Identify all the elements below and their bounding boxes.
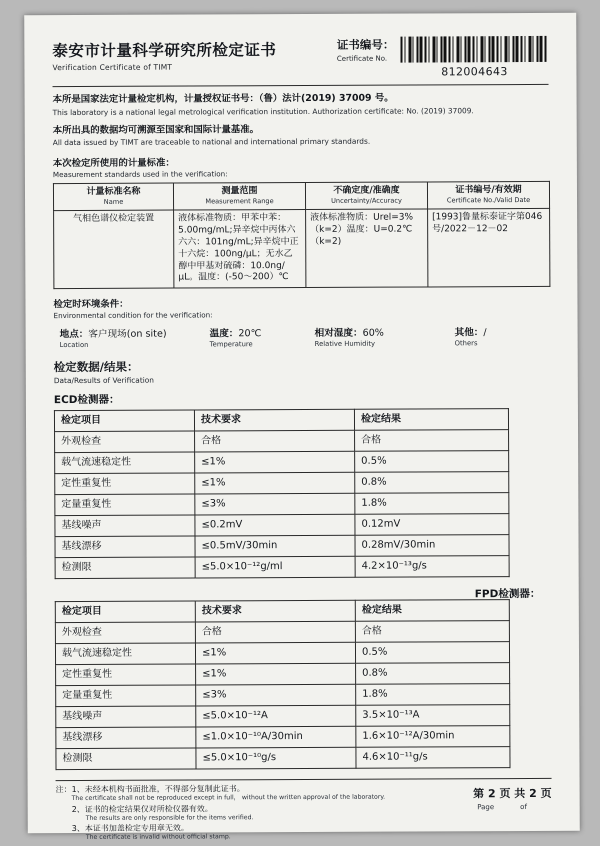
environment-heading-en: Environmental condition for the verification: (53, 310, 213, 321)
ecd-item-2: 定性重复性 (55, 473, 195, 495)
table-row (55, 621, 509, 644)
note-2-en: The results are only responsible for the items verified. (85, 813, 254, 822)
ecd-res-2: 0.8% (355, 472, 509, 494)
fpd-res-1: 0.5% (355, 642, 509, 664)
ecd-item-3: 定量重复性 (55, 494, 195, 516)
environment-humidity-text (315, 325, 455, 340)
notes-lead: 注： (55, 785, 72, 795)
table-row (55, 514, 509, 537)
results-heading-cn: 检定数据/结果： (53, 360, 139, 375)
ecd-col-result: 检定结果 (354, 409, 508, 431)
pagination (473, 783, 552, 811)
note-3-en: The certificate is invalid without official stamp. (85, 833, 231, 842)
environment-others-value: / (483, 327, 487, 339)
environment-temperature-value: 20℃ (238, 328, 262, 340)
environment-others-text (455, 324, 525, 338)
fpd-res-6: 4.6×10⁻¹¹g/s (356, 747, 510, 769)
ecd-res-4: 0.12mV (355, 514, 509, 536)
table-header-row (55, 600, 509, 623)
ecd-req-2: ≤1% (195, 473, 355, 495)
environment-location-label: 地点： (59, 329, 89, 341)
note-1-en: The certificate shall not be reproduced except in full， without the written approval of the laboratory. (71, 793, 386, 803)
ecd-req-5: ≤0.5mV/30min (195, 536, 355, 558)
environment-location-en: Location (59, 341, 89, 350)
ecd-res-0: 合格 (355, 430, 509, 452)
ecd-res-5: 0.28mV/30min (355, 535, 509, 557)
standards-col-range-en: Measurement Range (205, 197, 274, 206)
certificate-number-block (337, 35, 549, 79)
fpd-detector-label: FPD检测器： (474, 587, 541, 601)
table-row (55, 493, 509, 516)
table-row (55, 535, 509, 558)
certificate-header (52, 35, 548, 80)
statement-traceability-en: All data issued by TIMT are traceable to national and international primary standards. (52, 137, 371, 148)
barcode-icon (400, 36, 548, 63)
statement-accreditation (53, 92, 549, 118)
ecd-item-4: 基线噪声 (55, 515, 195, 537)
page-title-en: Verification Certificate of TIMT (52, 62, 173, 73)
standards-col-range-cn: 测量范围 (221, 186, 258, 197)
ecd-item-6: 检测限 (55, 557, 195, 579)
pagination-cn: 第 2 页 共 2 页 (473, 787, 552, 801)
ecd-col-item: 检定项目 (54, 410, 194, 432)
notes-list (56, 784, 386, 844)
table-row (56, 663, 510, 686)
fpd-res-4: 3.5×10⁻¹³A (356, 705, 510, 727)
fpd-col-result: 检定结果 (355, 600, 509, 622)
certificate-number-label-en: Certificate No. (336, 54, 388, 63)
fpd-req-6: ≤5.0×10⁻¹⁰g/s (196, 748, 356, 770)
fpd-item-5: 基线漂移 (56, 727, 196, 749)
environment-humidity-en: Relative Humidity (314, 339, 376, 349)
standards-col-uncertainty (305, 182, 427, 209)
note-1-text: 1、未经本机构书面批准，不得部分复制此证书。 (71, 784, 245, 795)
table-row (56, 726, 510, 749)
fpd-col-item: 检定项目 (55, 601, 195, 623)
fpd-req-4: ≤5.0×10⁻¹²A (196, 706, 356, 728)
environment-heading-cn: 检定时环境条件： (53, 299, 129, 311)
certificate-body (52, 35, 552, 844)
header-title-block (52, 36, 276, 72)
fpd-res-0: 合格 (355, 621, 509, 643)
ecd-detector-label: ECD检测器： (53, 394, 120, 407)
certificate-number-value: 812004643 (441, 65, 508, 79)
fpd-item-4: 基线噪声 (56, 706, 196, 728)
standards-heading-cn: 本次检定所使用的计量标准： (52, 157, 175, 170)
environment-values-row (54, 324, 550, 349)
environment-location-value: 客户现场(on site) (88, 328, 167, 341)
standards-col-cert-cn: 证书编号/有效期 (455, 185, 522, 196)
table-row (55, 642, 509, 665)
ecd-item-5: 基线漂移 (55, 536, 195, 558)
standards-heading-en: Measurement standards used in the verification: (52, 169, 228, 180)
standards-col-uncertainty-cn: 不确定度/准确度 (333, 185, 400, 197)
standards-col-uncertainty-en: Uncertainty/Accuracy (331, 196, 402, 206)
environment-others-en: Others (454, 339, 478, 348)
standard-uncertainty-value: 液体标准物质：Urel=3%（k=2）温度：U=0.2℃（k=2) (306, 209, 428, 288)
ecd-res-3: 1.8% (355, 493, 509, 515)
fpd-req-1: ≤1% (195, 643, 355, 665)
results-heading-en: Data/Results of Verification (53, 375, 155, 386)
ecd-item-0: 外观检查 (55, 431, 195, 453)
standard-name-value: 气相色谱仪检定装置 (54, 210, 174, 289)
standards-table (53, 181, 550, 289)
environment-temperature-en: Temperature (209, 340, 253, 349)
table-row (56, 705, 510, 728)
environment-humidity-label: 相对湿度： (314, 328, 363, 340)
table-row (55, 430, 509, 453)
statement-traceability (53, 123, 549, 149)
statement-traceability-cn: 本所出具的数据均可溯源至国家和国际计量基准。 (52, 123, 260, 136)
note-item (56, 803, 386, 822)
fpd-req-0: 合格 (195, 622, 355, 644)
fpd-req-3: ≤3% (196, 685, 356, 707)
standards-heading (53, 153, 549, 179)
ecd-results-table (54, 408, 510, 579)
fpd-req-5: ≤1.0×10⁻¹⁰A/30min (196, 727, 356, 749)
standards-col-name (53, 183, 173, 210)
ecd-req-1: ≤1% (195, 452, 355, 474)
fpd-item-0: 外观检查 (55, 622, 195, 644)
ecd-req-4: ≤0.2mV (195, 515, 355, 537)
ecd-req-0: 合格 (195, 431, 355, 453)
fpd-res-3: 1.8% (356, 684, 510, 706)
statement-accreditation-en: This laboratory is a national legal metrological verification institution. Authorization certificate: No. (2019) 37009. (52, 105, 474, 117)
standards-col-name-en: Name (103, 197, 124, 207)
pagination-of-label: of (520, 803, 527, 812)
fpd-col-requirement: 技术要求 (195, 601, 355, 623)
environment-humidity-value: 60% (362, 327, 384, 340)
ecd-res-6: 4.2×10⁻¹³g/s (355, 556, 509, 578)
note-3-cn: 3、本证书加盖检定专用章无效。 (71, 823, 189, 834)
pagination-page-label: Page (477, 803, 495, 812)
environment-humidity (315, 325, 455, 349)
certificate-number-label (337, 37, 395, 63)
table-row (56, 684, 510, 707)
table-row (55, 472, 509, 495)
fpd-item-6: 检测限 (56, 748, 196, 770)
table-header-row (54, 409, 508, 432)
ecd-req-3: ≤3% (195, 494, 355, 516)
table-row (54, 208, 550, 288)
standards-col-cert-en: Certificate No./Valid Date (446, 196, 531, 205)
pagination-en (473, 803, 552, 811)
page-title: 泰安市计量科学研究所检定证书 (52, 41, 277, 61)
fpd-item-1: 载气流速稳定性 (55, 643, 195, 665)
environment-location-text (60, 326, 210, 341)
environment-heading (53, 294, 549, 320)
note-item (56, 823, 386, 842)
standards-col-range (173, 183, 305, 210)
statement-accreditation-cn: 本所是国家法定计量检定机构，计量授权证书号：（鲁）法计(2019) 37009 号。 (52, 92, 394, 106)
environment-temperature (210, 325, 315, 348)
standard-certificate-value: [1993]鲁量标泰证字第046号/2022－12－02 (428, 208, 550, 287)
fpd-res-5: 1.6×10⁻¹²A/30min (356, 726, 510, 748)
note-2-cn: 2、证书的检定结果仅对所检仪器有效。 (71, 804, 213, 814)
environment-location (60, 326, 210, 350)
table-row (56, 747, 510, 770)
results-heading (54, 357, 550, 385)
fpd-results-table (55, 599, 511, 770)
ecd-req-6: ≤5.0×10⁻¹²g/ml (195, 557, 355, 579)
fpd-item-3: 定量重复性 (56, 685, 196, 707)
note-item (56, 784, 386, 803)
fpd-res-2: 0.8% (356, 663, 510, 685)
standards-col-cert (427, 182, 549, 209)
fpd-req-2: ≤1% (196, 664, 356, 686)
header-divider (53, 84, 549, 87)
ecd-col-requirement: 技术要求 (194, 410, 354, 432)
certificate-sheet (24, 13, 580, 842)
standard-range-value: 液体标准物质：甲苯中苯：5.00mg/mL;异辛烷中丙体六六六：101ng/mL;异辛烷中正十六烷：100ng/μL；无水乙醇中甲基对硫磷：10.0ng/μL。温度：(-50～200）℃ (174, 210, 306, 289)
fpd-item-2: 定性重复性 (56, 664, 196, 686)
environment-temperature-text (210, 325, 315, 339)
table-header-row (53, 182, 549, 211)
ecd-item-1: 载气流速稳定性 (55, 452, 195, 474)
environment-others-label: 其他： (454, 327, 484, 339)
table-row (55, 451, 509, 474)
table-row (55, 556, 509, 579)
standards-col-name-cn: 计量标准名称 (86, 187, 141, 198)
certificate-number-label-cn: 证书编号： (336, 37, 395, 52)
environment-others (455, 324, 525, 347)
barcode-block (400, 36, 548, 79)
ecd-res-1: 0.5% (355, 451, 509, 473)
footer-notes (56, 778, 552, 843)
environment-temperature-label: 温度： (209, 328, 239, 340)
